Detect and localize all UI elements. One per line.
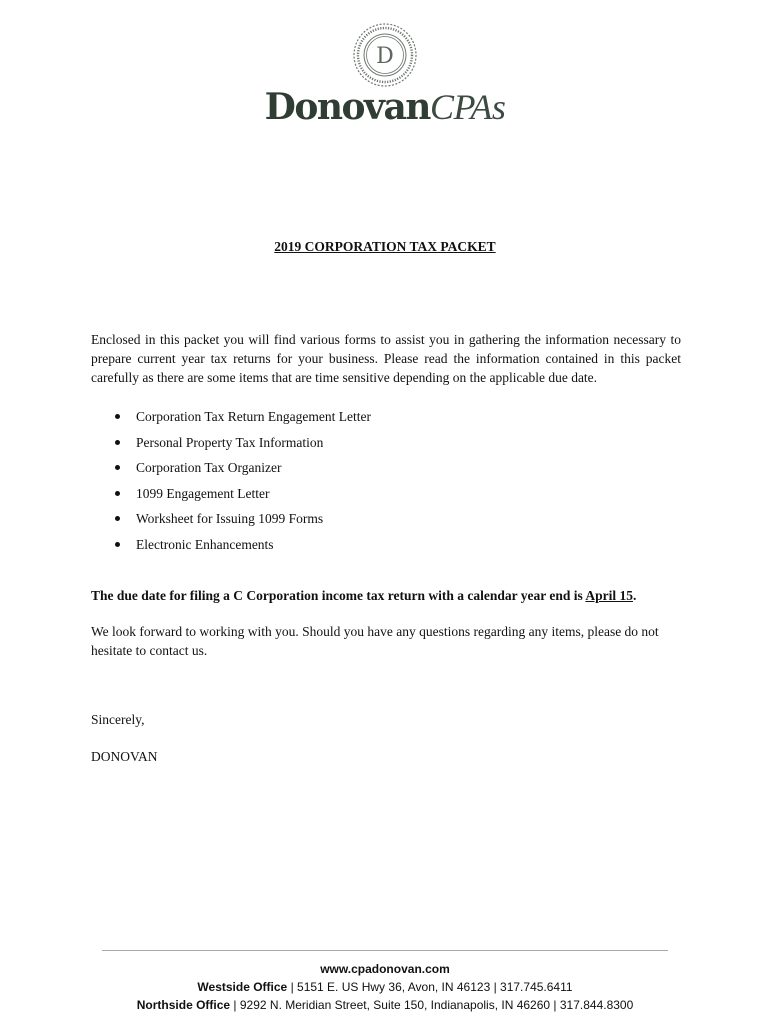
list-item: Corporation Tax Return Engagement Letter (91, 407, 371, 433)
footer (0, 960, 770, 1014)
enclosed-forms-list (91, 407, 371, 561)
office-name: Northside Office (136, 998, 231, 1012)
due-date-notice (91, 586, 691, 605)
brand-wordmark (0, 88, 770, 126)
office-line-westside (0, 978, 770, 996)
due-date: April 15 (585, 588, 634, 603)
monogram-letter: D (376, 44, 394, 69)
closing-paragraph: We look forward to working with you. Should you have any questions regarding any items, please do not hesitate to contact us. (91, 624, 659, 658)
company-logo (0, 22, 770, 126)
list-item: Corporation Tax Organizer (91, 458, 371, 484)
due-date-text: The due date for filing a C Corporation income tax return with a calendar year end is (91, 588, 586, 603)
office-details: | 9292 N. Meridian Street, Suite 150, Indianapolis, IN 46260 | 317.844.8300 (230, 998, 634, 1012)
footer-divider (102, 950, 668, 951)
monogram-seal-icon (352, 22, 418, 88)
list-item: 1099 Engagement Letter (91, 484, 371, 510)
brand-name: Donovan (264, 86, 430, 128)
office-details: | 5151 E. US Hwy 36, Avon, IN 46123 | 317.745.6411 (287, 980, 573, 994)
office-name: Westside Office (197, 980, 288, 994)
intro-paragraph: Enclosed in this packet you will find various forms to assist you in gathering the information necessary to prepare current year tax returns for your business. Please read the information contained in this packet carefully as there are some items that are time sensitive depending on the applicable due date. (91, 332, 681, 385)
due-date-end: . (633, 588, 637, 603)
website-link[interactable]: www.cpadonovan.com (320, 962, 450, 976)
list-item: Electronic Enhancements (91, 535, 371, 561)
salutation: Sincerely, (91, 712, 145, 727)
list-item: Personal Property Tax Information (91, 433, 371, 459)
brand-suffix: CPAs (429, 87, 506, 127)
office-line-northside (0, 996, 770, 1014)
list-item: Worksheet for Issuing 1099 Forms (91, 509, 371, 535)
document-title: 2019 CORPORATION TAX PACKET (274, 239, 496, 254)
signer-name: DONOVAN (91, 749, 158, 764)
